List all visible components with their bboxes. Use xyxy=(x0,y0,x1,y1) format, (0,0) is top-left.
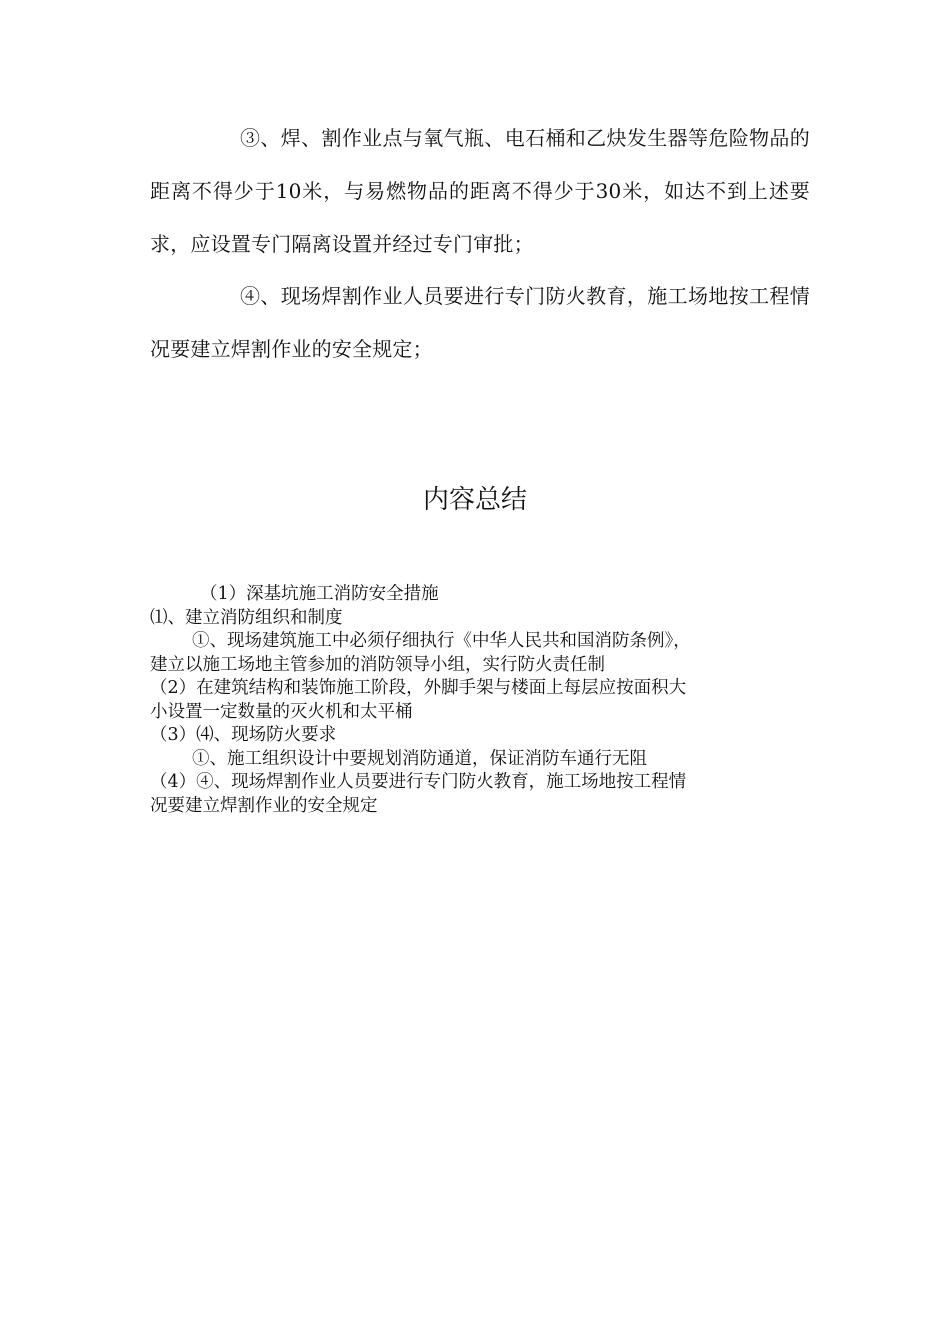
summary-line: （4）④、现场焊割作业人员要进行专门防火教育，施工场地按工程情 xyxy=(150,772,687,792)
summary-line: （3）⑷、现场防火要求 xyxy=(150,725,337,745)
summary-line: ①、施工组织设计中要规划消防通道，保证消防车通行无阻 xyxy=(192,748,647,769)
summary-line: 建立以施工场地主管参加的消防领导小组，实行防火责任制 xyxy=(150,654,605,675)
summary-line: 况要建立焊割作业的安全规定 xyxy=(150,795,378,816)
summary-line: ⑴、建立消防组织和制度 xyxy=(150,607,343,628)
summary-heading: 内容总结 xyxy=(422,485,527,515)
summary-line: ①、现场建筑施工中必须仔细执行《中华人民共和国消防条例》， xyxy=(192,631,691,651)
summary-line: （2）在建筑结构和装饰施工阶段，外脚手架与楼面上每层应按面积大 xyxy=(150,678,687,698)
summary-line: 小设置一定数量的灭火机和太平桶 xyxy=(150,701,413,722)
summary-line: （1）深基坑施工消防安全措施 xyxy=(200,584,439,604)
summary-section xyxy=(150,583,800,818)
body-paragraph-item-4: ④、现场焊割作业人员要进行专门防火教育，施工场地按工程情况要建立焊割作业的安全规定； xyxy=(150,284,810,361)
body-paragraph-item-3: ③、焊、割作业点与氧气瓶、电石桶和乙炔发生器等危险物品的距离不得少于10米，与易燃物品的距离不得少于30米，如达不到上述要求，应设置专门隔离设置并经过专门审批； xyxy=(150,126,810,256)
